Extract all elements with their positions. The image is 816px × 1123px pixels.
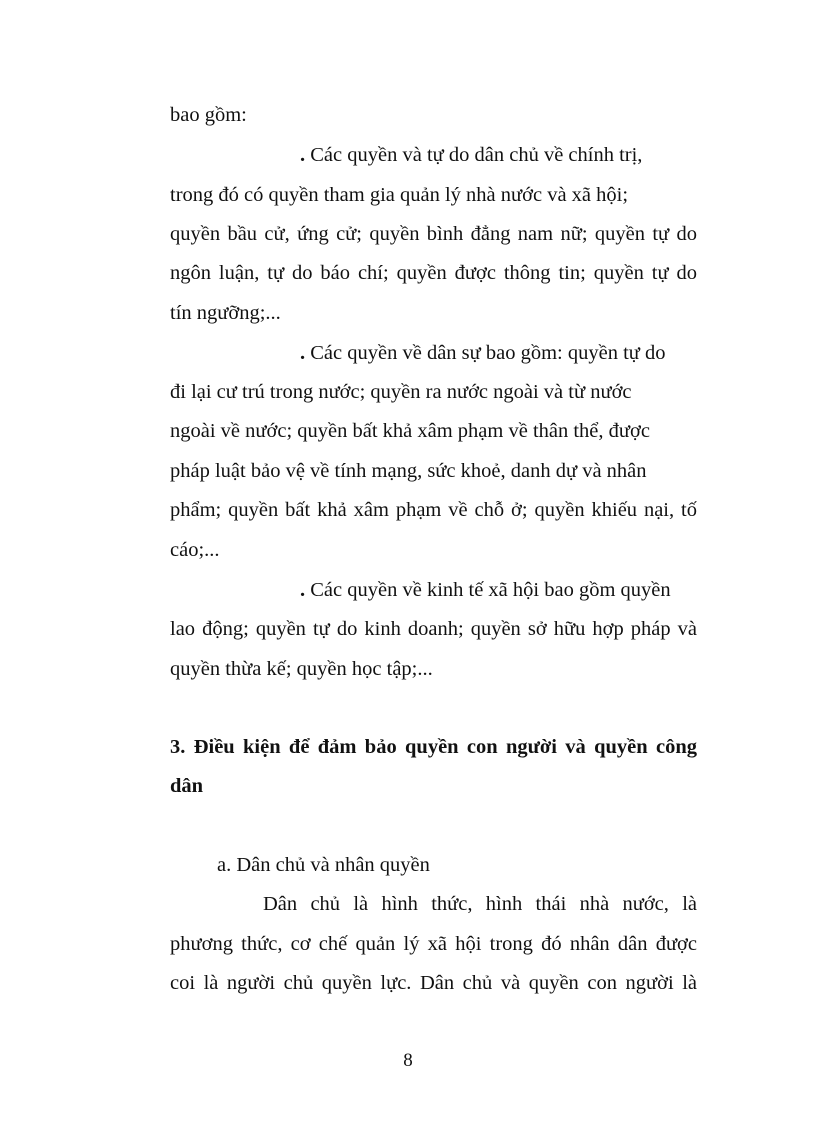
- bullet-2-line: ngoài về nước; quyền bất khả xâm phạm về thân thể, được: [170, 420, 650, 442]
- section-heading-line-1: 3. Điều kiện để đảm bảo quyền con người và quyền công: [170, 736, 697, 758]
- bullet-1-line: tín ngưỡng;...: [170, 302, 281, 324]
- bullet-1-line: ngôn luận, tự do báo chí; quyền được thông tin; quyền tự do: [170, 262, 697, 284]
- paragraph-line: coi là người chủ quyền lực. Dân chủ và quyền con người là: [170, 972, 697, 994]
- bullet-marker: .: [300, 144, 306, 166]
- page-number: 8: [403, 1050, 413, 1071]
- paragraph-first-line: Dân chủ là hình thức, hình thái nhà nước, là: [263, 893, 697, 915]
- bullet-2-line: phẩm; quyền bất khả xâm phạm về chỗ ở; quyền khiếu nại, tố: [170, 499, 697, 521]
- bullet-3-line: lao động; quyền tự do kinh doanh; quyền sở hữu hợp pháp và: [170, 618, 697, 640]
- bullet-1-text: Các quyền và tự do dân chủ về chính trị,: [310, 144, 643, 166]
- bullet-3-line: quyền thừa kế; quyền học tập;...: [170, 658, 433, 680]
- bullet-1-line: quyền bầu cử, ứng cử; quyền bình đẳng nam nữ; quyền tự do: [170, 223, 697, 245]
- bullet-1-first-line: [300, 141, 642, 169]
- bullet-marker: .: [300, 342, 306, 364]
- subsection-title: a. Dân chủ và nhân quyền: [217, 854, 430, 876]
- intro-line: bao gồm:: [170, 104, 247, 126]
- bullet-1-line: trong đó có quyền tham gia quản lý nhà nước và xã hội;: [170, 184, 629, 206]
- bullet-2-text: Các quyền về dân sự bao gồm: quyền tự do: [310, 342, 666, 364]
- section-heading-line-2: dân: [170, 775, 204, 797]
- bullet-3-text: Các quyền về kinh tế xã hội bao gồm quyền: [310, 579, 671, 601]
- paragraph-line: phương thức, cơ chế quản lý xã hội trong đó nhân dân được: [170, 933, 697, 955]
- bullet-2-line: cáo;...: [170, 539, 220, 561]
- bullet-2-first-line: [300, 339, 666, 367]
- bullet-2-line: đi lại cư trú trong nước; quyền ra nước ngoài và từ nước: [170, 381, 632, 403]
- bullet-3-first-line: [300, 576, 671, 604]
- bullet-2-line: pháp luật bảo vệ về tính mạng, sức khoẻ, danh dự và nhân: [170, 460, 647, 482]
- bullet-marker: .: [300, 579, 306, 601]
